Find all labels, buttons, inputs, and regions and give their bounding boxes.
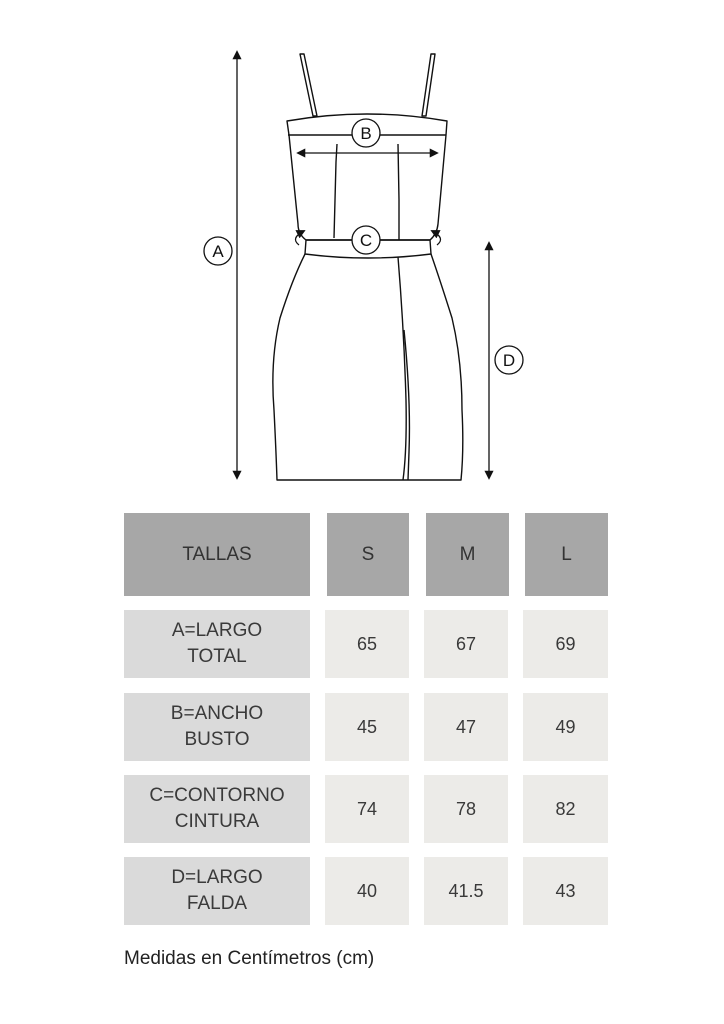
skirt [273, 254, 463, 480]
marker-a-label: A [212, 242, 224, 261]
bodice-seam-left [334, 144, 337, 238]
header-size-m: M [426, 513, 509, 596]
value-largo-falda-s: 40 [325, 857, 409, 925]
value-ancho-busto-s: 45 [325, 693, 409, 761]
row-label-largo-falda: D=LARGO FALDA [124, 857, 310, 925]
value-largo-total-s: 65 [325, 610, 409, 678]
marker-d [495, 346, 523, 374]
value-largo-total-l: 69 [523, 610, 608, 678]
left-strap [300, 54, 317, 116]
value-contorno-cintura-s: 74 [325, 775, 409, 843]
value-contorno-cintura-l: 82 [523, 775, 608, 843]
header-size-s: S [327, 513, 409, 596]
marker-c-label: C [359, 231, 373, 250]
marker-a [204, 237, 232, 265]
row-label-largo-total: A=LARGO TOTAL [124, 610, 310, 678]
marker-c [352, 226, 380, 254]
dress-measurement-diagram [0, 0, 724, 500]
marker-d-label: D [502, 351, 516, 370]
value-ancho-busto-m: 47 [424, 693, 508, 761]
marker-b-label: B [360, 124, 372, 143]
bodice-seam-right [398, 144, 399, 240]
dress-outline [273, 54, 463, 480]
marker-b [352, 119, 380, 147]
value-largo-total-m: 67 [424, 610, 508, 678]
value-ancho-busto-l: 49 [523, 693, 608, 761]
row-label-contorno-cintura: C=CONTORNO CINTURA [124, 775, 310, 843]
value-contorno-cintura-m: 78 [424, 775, 508, 843]
row-label-ancho-busto: B=ANCHO BUSTO [124, 693, 310, 761]
header-size-l: L [525, 513, 608, 596]
right-strap [422, 54, 435, 116]
units-footnote: Medidas en Centímetros (cm) [124, 948, 375, 969]
waist-arrow-c-right [432, 231, 441, 245]
header-tallas: TALLAS [124, 513, 310, 596]
value-largo-falda-l: 43 [523, 857, 608, 925]
skirt-wrap-line [398, 257, 406, 480]
value-largo-falda-m: 41.5 [424, 857, 508, 925]
